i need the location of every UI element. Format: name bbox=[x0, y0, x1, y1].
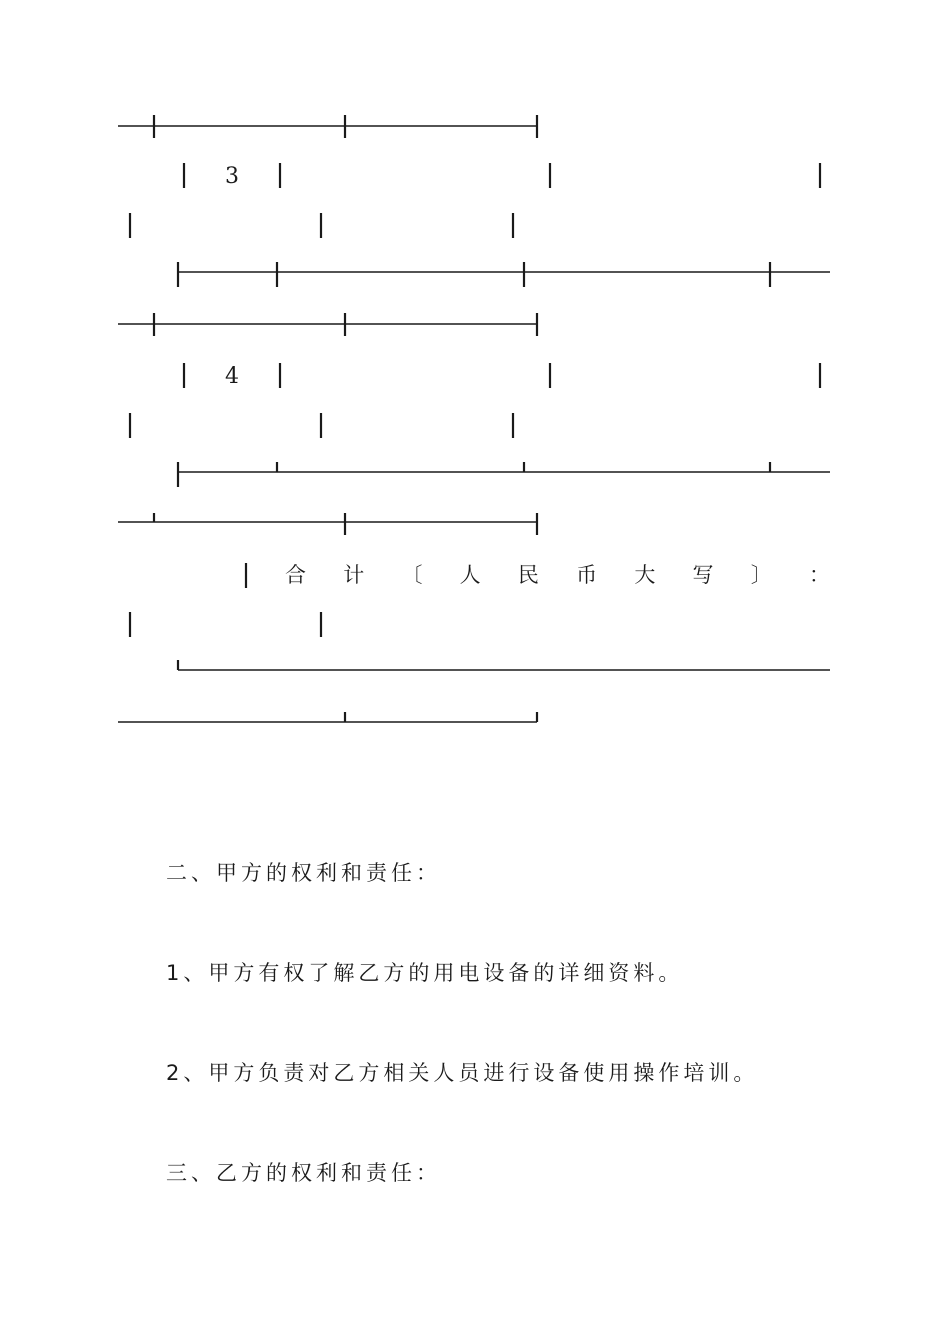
row-number-3: 3 bbox=[225, 164, 239, 189]
total-amount-label bbox=[285, 563, 830, 587]
section-heading-party-b: 三、乙方的权利和责任： bbox=[166, 1161, 441, 1185]
total-label-char: 合 bbox=[285, 563, 306, 587]
party-a-item-1: 1、甲方有权了解乙方的用电设备的详细资料。 bbox=[166, 961, 684, 985]
table-border-bottom bbox=[118, 660, 830, 722]
total-label-char: 〕 bbox=[750, 563, 772, 587]
total-label-char: 写 bbox=[692, 563, 714, 587]
total-label-char: 人 bbox=[459, 563, 481, 587]
party-a-item-2: 2、甲方负责对乙方相关人员进行设备使用操作培训。 bbox=[166, 1061, 759, 1085]
total-label-char: 〔 bbox=[401, 563, 423, 587]
total-label-char: 大 bbox=[634, 563, 656, 587]
table-border-row-3 bbox=[118, 262, 830, 336]
row-number-4: 4 bbox=[225, 364, 239, 389]
total-label-char: 币 bbox=[576, 563, 598, 587]
total-label-char: 民 bbox=[517, 563, 539, 587]
total-label-char: ： bbox=[808, 563, 830, 587]
section-heading-party-a: 二、甲方的权利和责任： bbox=[166, 861, 441, 885]
total-label-char: 计 bbox=[343, 563, 365, 587]
table-border-row-4 bbox=[118, 462, 830, 535]
table-border-row-a bbox=[118, 115, 537, 138]
